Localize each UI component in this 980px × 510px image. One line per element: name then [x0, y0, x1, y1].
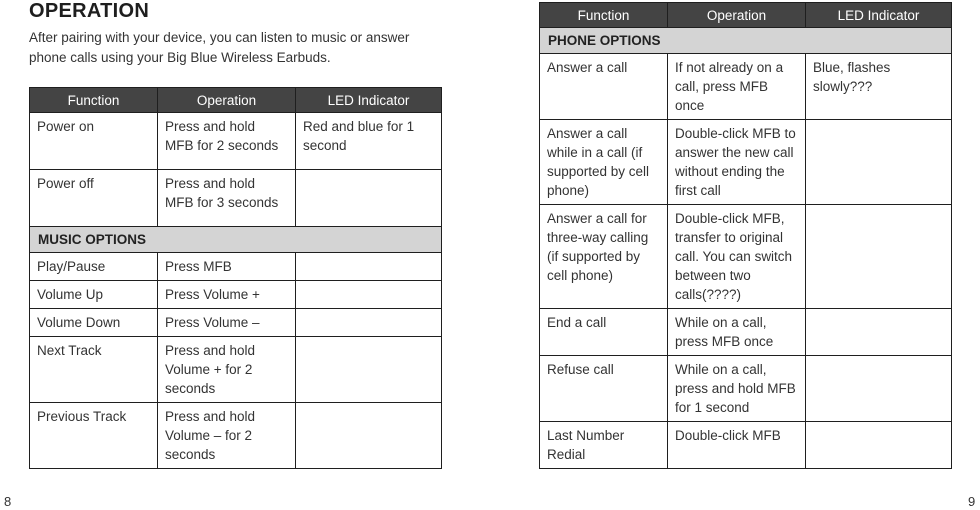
table-header-row [540, 3, 952, 28]
led-cell [296, 403, 442, 469]
function-cell: Power off [30, 170, 158, 227]
column-header-led: LED Indicator [296, 88, 442, 113]
column-header-function: Function [540, 3, 668, 28]
right-operations-table [539, 2, 952, 469]
table-row [30, 403, 442, 469]
operation-cell: Press and hold Volume – for 2 seconds [158, 403, 296, 469]
led-cell [806, 309, 952, 356]
column-header-operation: Operation [668, 3, 806, 28]
operation-cell: If not already on a call, press MFB once [668, 54, 806, 120]
page-heading: OPERATION [29, 0, 150, 22]
led-cell [806, 422, 952, 469]
operation-cell: Double-click MFB, transfer to original call. You can switch between two calls(????) [668, 205, 806, 309]
table-row [540, 120, 952, 205]
function-cell: Last Number Redial [540, 422, 668, 469]
function-cell: Volume Up [30, 281, 158, 309]
led-cell [296, 309, 442, 337]
section-row [30, 227, 442, 253]
table-row [540, 54, 952, 120]
table-row [30, 309, 442, 337]
operation-cell: While on a call, press and hold MFB for 1 second [668, 356, 806, 422]
function-cell: Volume Down [30, 309, 158, 337]
led-cell: Red and blue for 1 second [296, 113, 442, 170]
function-cell: Refuse call [540, 356, 668, 422]
page-number-right: 9 [968, 494, 976, 509]
operation-cell: Press Volume – [158, 309, 296, 337]
operation-cell: Press and hold Volume + for 2 seconds [158, 337, 296, 403]
music-options-section: MUSIC OPTIONS [30, 227, 442, 253]
table-row [30, 281, 442, 309]
led-cell [806, 120, 952, 205]
left-operations-table [29, 87, 442, 469]
table-row [30, 113, 442, 170]
page-number-left: 8 [4, 494, 12, 509]
column-header-operation: Operation [158, 88, 296, 113]
function-cell: Power on [30, 113, 158, 170]
intro-paragraph: After pairing with your device, you can listen to music or answer phone calls using your Big Blue Wireless Earbuds. [29, 30, 410, 65]
table-row [30, 170, 442, 227]
led-cell [806, 356, 952, 422]
operation-cell: Press and hold MFB for 3 seconds [158, 170, 296, 227]
section-row [540, 28, 952, 54]
led-cell [296, 170, 442, 227]
function-cell: Answer a call while in a call (if supported by cell phone) [540, 120, 668, 205]
function-cell: Previous Track [30, 403, 158, 469]
column-header-led: LED Indicator [806, 3, 952, 28]
phone-options-section: PHONE OPTIONS [540, 28, 952, 54]
function-cell: Play/Pause [30, 253, 158, 281]
operation-cell: Double-click MFB [668, 422, 806, 469]
table-row [30, 337, 442, 403]
operation-cell: Double-click MFB to answer the new call without ending the first call [668, 120, 806, 205]
led-cell [296, 253, 442, 281]
function-cell: End a call [540, 309, 668, 356]
led-cell [296, 337, 442, 403]
operation-cell: Press MFB [158, 253, 296, 281]
column-header-function: Function [30, 88, 158, 113]
table-row [540, 422, 952, 469]
operation-cell: Press and hold MFB for 2 seconds [158, 113, 296, 170]
operation-cell: Press Volume + [158, 281, 296, 309]
table-header-row [30, 88, 442, 113]
function-cell: Answer a call for three-way calling (if supported by cell phone) [540, 205, 668, 309]
function-cell: Next Track [30, 337, 158, 403]
operation-cell: While on a call, press MFB once [668, 309, 806, 356]
table-row [30, 253, 442, 281]
led-cell [296, 281, 442, 309]
table-row [540, 205, 952, 309]
table-row [540, 356, 952, 422]
led-cell: Blue, flashes slowly??? [806, 54, 952, 120]
table-row [540, 309, 952, 356]
led-cell [806, 205, 952, 309]
function-cell: Answer a call [540, 54, 668, 120]
